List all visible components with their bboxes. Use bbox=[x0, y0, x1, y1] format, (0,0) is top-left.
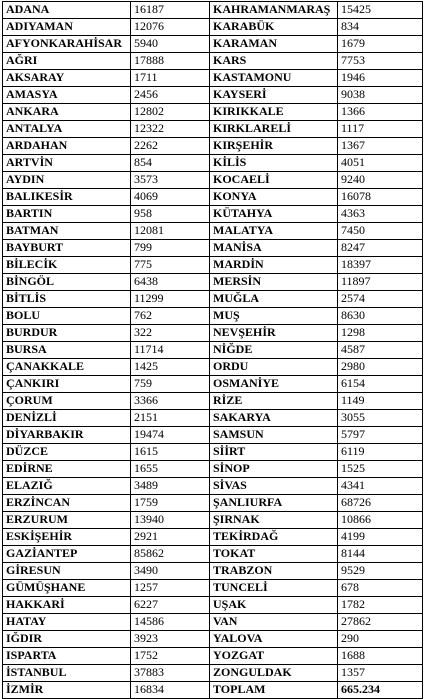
province-value-right: 4587 bbox=[338, 342, 423, 359]
province-value-right: 1149 bbox=[338, 393, 423, 410]
province-name-right: TEKİRDAĞ bbox=[210, 529, 338, 546]
province-name-left: GİRESUN bbox=[3, 563, 131, 580]
province-name-left: IĞDIR bbox=[3, 631, 131, 648]
province-value-left: 1425 bbox=[131, 359, 210, 376]
table-row bbox=[3, 19, 423, 36]
province-name-left: ANTALYA bbox=[3, 121, 131, 138]
province-value-left: 16834 bbox=[131, 682, 210, 699]
province-name-right: TRABZON bbox=[210, 563, 338, 580]
province-value-right: 2574 bbox=[338, 291, 423, 308]
province-name-right: KARAMAN bbox=[210, 36, 338, 53]
province-name-left: DENİZLİ bbox=[3, 410, 131, 427]
province-value-right: 16078 bbox=[338, 189, 423, 206]
table-row bbox=[3, 2, 423, 19]
table-row bbox=[3, 87, 423, 104]
province-name-left: ANKARA bbox=[3, 104, 131, 121]
province-value-right: 1117 bbox=[338, 121, 423, 138]
province-value-right: 8144 bbox=[338, 546, 423, 563]
province-name-left: AYDIN bbox=[3, 172, 131, 189]
province-name-left: GÜMÜŞHANE bbox=[3, 580, 131, 597]
province-name-left: BARTIN bbox=[3, 206, 131, 223]
province-value-left: 11299 bbox=[131, 291, 210, 308]
province-name-right: MERSİN bbox=[210, 274, 338, 291]
province-value-left: 759 bbox=[131, 376, 210, 393]
table-row bbox=[3, 682, 423, 699]
province-value-right: 1298 bbox=[338, 325, 423, 342]
province-value-right: 4051 bbox=[338, 155, 423, 172]
province-name-left: ARDAHAN bbox=[3, 138, 131, 155]
table-row bbox=[3, 563, 423, 580]
province-name-right: YOZGAT bbox=[210, 648, 338, 665]
province-value-left: 958 bbox=[131, 206, 210, 223]
province-value-left: 3489 bbox=[131, 478, 210, 495]
table-row bbox=[3, 648, 423, 665]
province-value-right: 5797 bbox=[338, 427, 423, 444]
province-value-right: 1946 bbox=[338, 70, 423, 87]
province-value-right: 290 bbox=[338, 631, 423, 648]
table-row bbox=[3, 172, 423, 189]
total-label: TOPLAM bbox=[210, 682, 338, 699]
table-row bbox=[3, 478, 423, 495]
province-name-right: MARDİN bbox=[210, 257, 338, 274]
province-name-left: EDİRNE bbox=[3, 461, 131, 478]
province-value-right: 3055 bbox=[338, 410, 423, 427]
province-value-left: 16187 bbox=[131, 2, 210, 19]
province-name-right: KONYA bbox=[210, 189, 338, 206]
table-row bbox=[3, 36, 423, 53]
province-value-right: 18397 bbox=[338, 257, 423, 274]
province-value-left: 5940 bbox=[131, 36, 210, 53]
province-name-left: ÇANKIRI bbox=[3, 376, 131, 393]
province-name-left: BİLECİK bbox=[3, 257, 131, 274]
province-value-right: 8247 bbox=[338, 240, 423, 257]
province-name-left: ÇORUM bbox=[3, 393, 131, 410]
table-row bbox=[3, 308, 423, 325]
province-value-right: 9240 bbox=[338, 172, 423, 189]
province-name-right: MUŞ bbox=[210, 308, 338, 325]
table-row bbox=[3, 325, 423, 342]
province-name-right: KIRKLARELİ bbox=[210, 121, 338, 138]
province-name-right: SAMSUN bbox=[210, 427, 338, 444]
province-value-left: 13940 bbox=[131, 512, 210, 529]
table-row bbox=[3, 427, 423, 444]
province-name-right: RİZE bbox=[210, 393, 338, 410]
province-value-left: 19474 bbox=[131, 427, 210, 444]
province-value-left: 1655 bbox=[131, 461, 210, 478]
province-name-left: ADIYAMAN bbox=[3, 19, 131, 36]
table-row bbox=[3, 614, 423, 631]
table-row bbox=[3, 444, 423, 461]
province-name-right: ŞANLIURFA bbox=[210, 495, 338, 512]
province-name-left: DİYARBAKIR bbox=[3, 427, 131, 444]
province-name-right: KASTAMONU bbox=[210, 70, 338, 87]
table-row bbox=[3, 461, 423, 478]
province-name-right: MUĞLA bbox=[210, 291, 338, 308]
province-value-right: 4341 bbox=[338, 478, 423, 495]
table-row bbox=[3, 393, 423, 410]
province-value-left: 3573 bbox=[131, 172, 210, 189]
province-name-left: BURSA bbox=[3, 342, 131, 359]
province-value-left: 762 bbox=[131, 308, 210, 325]
province-name-right: ORDU bbox=[210, 359, 338, 376]
province-name-left: DÜZCE bbox=[3, 444, 131, 461]
province-value-left: 1752 bbox=[131, 648, 210, 665]
province-name-left: ESKİŞEHİR bbox=[3, 529, 131, 546]
province-value-left: 1711 bbox=[131, 70, 210, 87]
table-row bbox=[3, 240, 423, 257]
province-name-right: KIRŞEHİR bbox=[210, 138, 338, 155]
province-value-left: 14586 bbox=[131, 614, 210, 631]
province-name-left: AMASYA bbox=[3, 87, 131, 104]
province-name-right: KÜTAHYA bbox=[210, 206, 338, 223]
province-name-left: İSTANBUL bbox=[3, 665, 131, 682]
province-value-left: 17888 bbox=[131, 53, 210, 70]
table-row bbox=[3, 155, 423, 172]
province-name-left: ELAZIĞ bbox=[3, 478, 131, 495]
province-value-right: 11897 bbox=[338, 274, 423, 291]
province-value-left: 6438 bbox=[131, 274, 210, 291]
province-value-left: 3923 bbox=[131, 631, 210, 648]
province-name-left: AFYONKARAHİSAR bbox=[3, 36, 131, 53]
table-row bbox=[3, 665, 423, 682]
table-row bbox=[3, 70, 423, 87]
table-row bbox=[3, 580, 423, 597]
province-name-right: KAHRAMANMARAŞ bbox=[210, 2, 338, 19]
table-row bbox=[3, 631, 423, 648]
province-value-left: 11714 bbox=[131, 342, 210, 359]
province-name-left: BALIKESİR bbox=[3, 189, 131, 206]
province-value-right: 9038 bbox=[338, 87, 423, 104]
province-name-left: GAZİANTEP bbox=[3, 546, 131, 563]
province-name-left: AKSARAY bbox=[3, 70, 131, 87]
province-name-right: YALOVA bbox=[210, 631, 338, 648]
province-name-right: MANİSA bbox=[210, 240, 338, 257]
province-value-right: 1688 bbox=[338, 648, 423, 665]
province-name-left: ÇANAKKALE bbox=[3, 359, 131, 376]
province-value-left: 3366 bbox=[131, 393, 210, 410]
province-name-left: BAYBURT bbox=[3, 240, 131, 257]
province-name-left: ERZİNCAN bbox=[3, 495, 131, 512]
table-row bbox=[3, 189, 423, 206]
province-value-left: 12322 bbox=[131, 121, 210, 138]
province-value-right: 7450 bbox=[338, 223, 423, 240]
table-row bbox=[3, 104, 423, 121]
province-name-right: KIRIKKALE bbox=[210, 104, 338, 121]
province-value-left: 85862 bbox=[131, 546, 210, 563]
province-table bbox=[2, 1, 423, 699]
table-row bbox=[3, 529, 423, 546]
province-name-right: KAYSERİ bbox=[210, 87, 338, 104]
province-value-right: 6154 bbox=[338, 376, 423, 393]
table-row bbox=[3, 53, 423, 70]
province-name-right: KARS bbox=[210, 53, 338, 70]
province-value-right: 2980 bbox=[338, 359, 423, 376]
province-name-left: BOLU bbox=[3, 308, 131, 325]
province-name-left: ERZURUM bbox=[3, 512, 131, 529]
province-value-right: 8630 bbox=[338, 308, 423, 325]
province-value-left: 37883 bbox=[131, 665, 210, 682]
province-name-right: ZONGULDAK bbox=[210, 665, 338, 682]
province-name-right: VAN bbox=[210, 614, 338, 631]
province-value-left: 2151 bbox=[131, 410, 210, 427]
province-name-left: BURDUR bbox=[3, 325, 131, 342]
province-value-right: 7753 bbox=[338, 53, 423, 70]
province-name-right: SİİRT bbox=[210, 444, 338, 461]
table-row bbox=[3, 512, 423, 529]
province-value-right: 10866 bbox=[338, 512, 423, 529]
total-value: 665.234 bbox=[338, 682, 423, 699]
province-name-right: MALATYA bbox=[210, 223, 338, 240]
province-value-left: 854 bbox=[131, 155, 210, 172]
province-name-right: KOCAELİ bbox=[210, 172, 338, 189]
province-name-left: İZMİR bbox=[3, 682, 131, 699]
province-value-right: 9529 bbox=[338, 563, 423, 580]
province-value-left: 1257 bbox=[131, 580, 210, 597]
province-value-right: 678 bbox=[338, 580, 423, 597]
table-row bbox=[3, 376, 423, 393]
table-row bbox=[3, 495, 423, 512]
table-row bbox=[3, 291, 423, 308]
table-row bbox=[3, 274, 423, 291]
province-value-left: 12802 bbox=[131, 104, 210, 121]
province-name-right: NEVŞEHİR bbox=[210, 325, 338, 342]
table-row bbox=[3, 121, 423, 138]
province-name-right: TOKAT bbox=[210, 546, 338, 563]
province-value-left: 2921 bbox=[131, 529, 210, 546]
province-name-left: AĞRI bbox=[3, 53, 131, 70]
province-value-left: 2262 bbox=[131, 138, 210, 155]
province-value-right: 1679 bbox=[338, 36, 423, 53]
province-value-right: 6119 bbox=[338, 444, 423, 461]
table-row bbox=[3, 410, 423, 427]
table-row bbox=[3, 546, 423, 563]
province-name-right: SİNOP bbox=[210, 461, 338, 478]
province-value-left: 1615 bbox=[131, 444, 210, 461]
province-name-right: TUNCELİ bbox=[210, 580, 338, 597]
province-value-right: 1367 bbox=[338, 138, 423, 155]
table-row bbox=[3, 359, 423, 376]
province-value-right: 68726 bbox=[338, 495, 423, 512]
province-value-right: 4199 bbox=[338, 529, 423, 546]
province-name-right: UŞAK bbox=[210, 597, 338, 614]
province-name-right: NİĞDE bbox=[210, 342, 338, 359]
province-value-left: 775 bbox=[131, 257, 210, 274]
province-name-right: SAKARYA bbox=[210, 410, 338, 427]
province-value-left: 12081 bbox=[131, 223, 210, 240]
province-name-right: KARABÜK bbox=[210, 19, 338, 36]
province-value-right: 1357 bbox=[338, 665, 423, 682]
province-value-left: 322 bbox=[131, 325, 210, 342]
province-value-left: 6227 bbox=[131, 597, 210, 614]
province-value-left: 1759 bbox=[131, 495, 210, 512]
province-name-right: KİLİS bbox=[210, 155, 338, 172]
table-row bbox=[3, 342, 423, 359]
province-name-right: SİVAS bbox=[210, 478, 338, 495]
province-name-right: OSMANİYE bbox=[210, 376, 338, 393]
province-value-left: 2456 bbox=[131, 87, 210, 104]
province-value-right: 834 bbox=[338, 19, 423, 36]
province-value-right: 1782 bbox=[338, 597, 423, 614]
province-name-left: HATAY bbox=[3, 614, 131, 631]
province-value-left: 12076 bbox=[131, 19, 210, 36]
province-table-body bbox=[3, 2, 423, 699]
province-name-left: BİTLİS bbox=[3, 291, 131, 308]
table-row bbox=[3, 257, 423, 274]
province-name-left: ARTVİN bbox=[3, 155, 131, 172]
province-value-left: 799 bbox=[131, 240, 210, 257]
province-name-right: ŞIRNAK bbox=[210, 512, 338, 529]
province-name-left: ADANA bbox=[3, 2, 131, 19]
province-name-left: BİNGÖL bbox=[3, 274, 131, 291]
table-row bbox=[3, 138, 423, 155]
province-name-left: BATMAN bbox=[3, 223, 131, 240]
province-name-left: HAKKARİ bbox=[3, 597, 131, 614]
province-value-left: 4069 bbox=[131, 189, 210, 206]
province-value-left: 3490 bbox=[131, 563, 210, 580]
province-value-right: 15425 bbox=[338, 2, 423, 19]
province-value-right: 4363 bbox=[338, 206, 423, 223]
province-value-right: 27862 bbox=[338, 614, 423, 631]
table-row bbox=[3, 597, 423, 614]
province-value-right: 1366 bbox=[338, 104, 423, 121]
table-row bbox=[3, 223, 423, 240]
province-value-right: 1525 bbox=[338, 461, 423, 478]
province-name-left: ISPARTA bbox=[3, 648, 131, 665]
table-row bbox=[3, 206, 423, 223]
